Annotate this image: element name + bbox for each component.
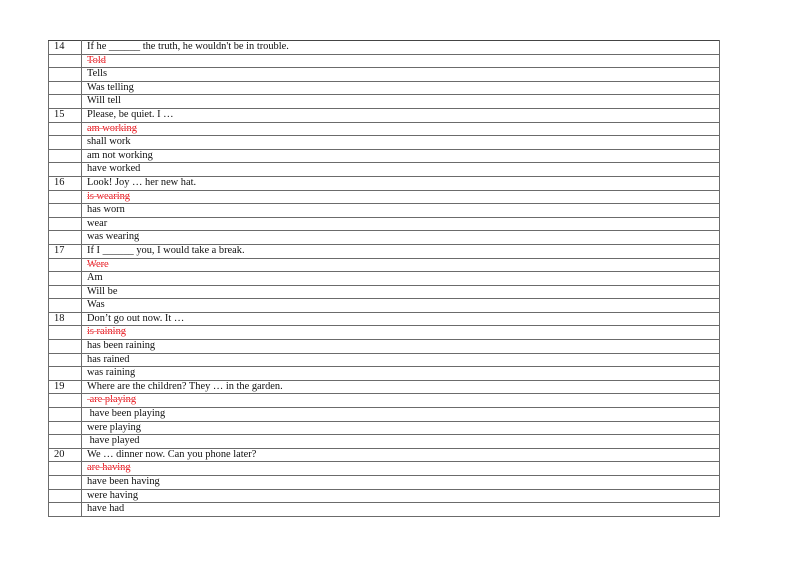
empty-number-cell [49, 231, 82, 245]
answer-option [82, 285, 720, 299]
answer-option-row [49, 353, 720, 367]
answer-option [82, 489, 720, 503]
empty-number-cell [49, 95, 82, 109]
answer-text: has rained [87, 353, 130, 365]
empty-number-cell [49, 394, 82, 408]
empty-number-cell [49, 503, 82, 517]
answer-text: am not working [87, 149, 153, 161]
answer-option-row [49, 68, 720, 82]
correct-answer-option [82, 54, 720, 68]
question-prompt: If he ______ the truth, he wouldn't be in trouble. [82, 41, 720, 55]
empty-number-cell [49, 435, 82, 449]
question-prompt: Look! Joy … her new hat. [82, 176, 720, 190]
answer-text: have been having [87, 476, 160, 487]
answer-option [82, 204, 720, 218]
answer-option-row [49, 462, 720, 476]
answer-text: have been playing [87, 408, 166, 420]
question-prompt: We … dinner now. Can you phone later? [82, 448, 720, 462]
correct-answer-text: are playing [87, 394, 137, 406]
answer-text: wear [87, 217, 108, 229]
empty-number-cell [49, 68, 82, 82]
question-number: 20 [49, 448, 82, 462]
answer-option-row [49, 367, 720, 381]
answer-text: have worked [87, 163, 141, 175]
answer-option [82, 476, 720, 490]
answer-option-row [49, 435, 720, 449]
answer-text: Tells [87, 68, 108, 80]
answer-option [82, 149, 720, 163]
quiz-table [48, 40, 720, 517]
empty-number-cell [49, 353, 82, 367]
question-number: 18 [49, 312, 82, 326]
quiz-table-body [49, 41, 720, 517]
empty-number-cell [49, 163, 82, 177]
answer-option [82, 272, 720, 286]
answer-option-row [49, 204, 720, 218]
empty-number-cell [49, 408, 82, 422]
question-number: 14 [49, 41, 82, 55]
answer-option-row [49, 394, 720, 408]
empty-number-cell [49, 149, 82, 163]
answer-option-row [49, 476, 720, 490]
empty-number-cell [49, 340, 82, 354]
correct-answer-text: is wearing [87, 190, 130, 202]
empty-number-cell [49, 421, 82, 435]
question-row [49, 108, 720, 122]
answer-option-row [49, 190, 720, 204]
answer-option [82, 408, 720, 422]
question-prompt: If I ______ you, I would take a break. [82, 244, 720, 258]
answer-option-row [49, 258, 720, 272]
correct-answer-option [82, 122, 720, 136]
question-number: 19 [49, 380, 82, 394]
answer-option [82, 353, 720, 367]
answer-text: was raining [87, 367, 136, 379]
answer-option-row [49, 340, 720, 354]
answer-option-row [49, 163, 720, 177]
answer-option-row [49, 95, 720, 109]
empty-number-cell [49, 326, 82, 340]
empty-number-cell [49, 258, 82, 272]
answer-text: Will tell [87, 95, 121, 107]
question-prompt: Where are the children? They … in the garden. [82, 380, 720, 394]
empty-number-cell [49, 190, 82, 204]
question-row [49, 176, 720, 190]
answer-option [82, 503, 720, 517]
question-number: 17 [49, 244, 82, 258]
answer-option-row [49, 408, 720, 422]
answer-option-row [49, 54, 720, 68]
answer-option-row [49, 489, 720, 503]
correct-answer-option [82, 190, 720, 204]
correct-answer-text: is raining [87, 326, 126, 338]
empty-number-cell [49, 476, 82, 490]
answer-option [82, 136, 720, 150]
correct-answer-text: are having [87, 462, 131, 474]
empty-number-cell [49, 204, 82, 218]
answer-text: have had [87, 503, 125, 515]
answer-option-row [49, 217, 720, 231]
empty-number-cell [49, 367, 82, 381]
answer-option [82, 231, 720, 245]
answer-text: has been raining [87, 340, 156, 352]
answer-option-row [49, 81, 720, 95]
question-row [49, 380, 720, 394]
empty-number-cell [49, 136, 82, 150]
answer-option-row [49, 136, 720, 150]
answer-text: have played [87, 435, 140, 447]
empty-number-cell [49, 489, 82, 503]
correct-answer-option [82, 462, 720, 476]
answer-text: has worn [87, 204, 125, 216]
answer-option [82, 299, 720, 313]
answer-text: were having [87, 489, 139, 501]
answer-text: was wearing [87, 231, 140, 243]
answer-option [82, 217, 720, 231]
question-row [49, 41, 720, 55]
answer-text: Was telling [87, 81, 134, 93]
answer-option [82, 367, 720, 381]
question-row [49, 244, 720, 258]
answer-option [82, 435, 720, 449]
answer-text: were playing [87, 421, 141, 433]
answer-option-row [49, 326, 720, 340]
empty-number-cell [49, 217, 82, 231]
question-prompt: Please, be quiet. I … [82, 108, 720, 122]
answer-text: shall work [87, 136, 131, 148]
answer-text: Will be [87, 285, 118, 297]
answer-option [82, 421, 720, 435]
answer-option [82, 81, 720, 95]
answer-option [82, 163, 720, 177]
question-row [49, 312, 720, 326]
empty-number-cell [49, 122, 82, 136]
answer-option-row [49, 122, 720, 136]
answer-text: Am [87, 272, 103, 284]
empty-number-cell [49, 462, 82, 476]
answer-option-row [49, 149, 720, 163]
answer-option [82, 95, 720, 109]
empty-number-cell [49, 54, 82, 68]
answer-option-row [49, 503, 720, 517]
answer-option-row [49, 285, 720, 299]
answer-option [82, 68, 720, 82]
correct-answer-option [82, 326, 720, 340]
empty-number-cell [49, 285, 82, 299]
answer-option-row [49, 272, 720, 286]
empty-number-cell [49, 272, 82, 286]
question-number: 15 [49, 108, 82, 122]
correct-answer-text: am working [87, 122, 137, 134]
empty-number-cell [49, 299, 82, 313]
answer-option [82, 340, 720, 354]
answer-text: Was [87, 299, 105, 311]
correct-answer-text: Were [87, 258, 109, 270]
answer-option-row [49, 421, 720, 435]
correct-answer-option [82, 394, 720, 408]
question-row [49, 448, 720, 462]
empty-number-cell [49, 81, 82, 95]
correct-answer-text: Told [87, 54, 106, 66]
answer-option-row [49, 299, 720, 313]
question-prompt: Don’t go out now. It … [82, 312, 720, 326]
question-number: 16 [49, 176, 82, 190]
correct-answer-option [82, 258, 720, 272]
answer-option-row [49, 231, 720, 245]
